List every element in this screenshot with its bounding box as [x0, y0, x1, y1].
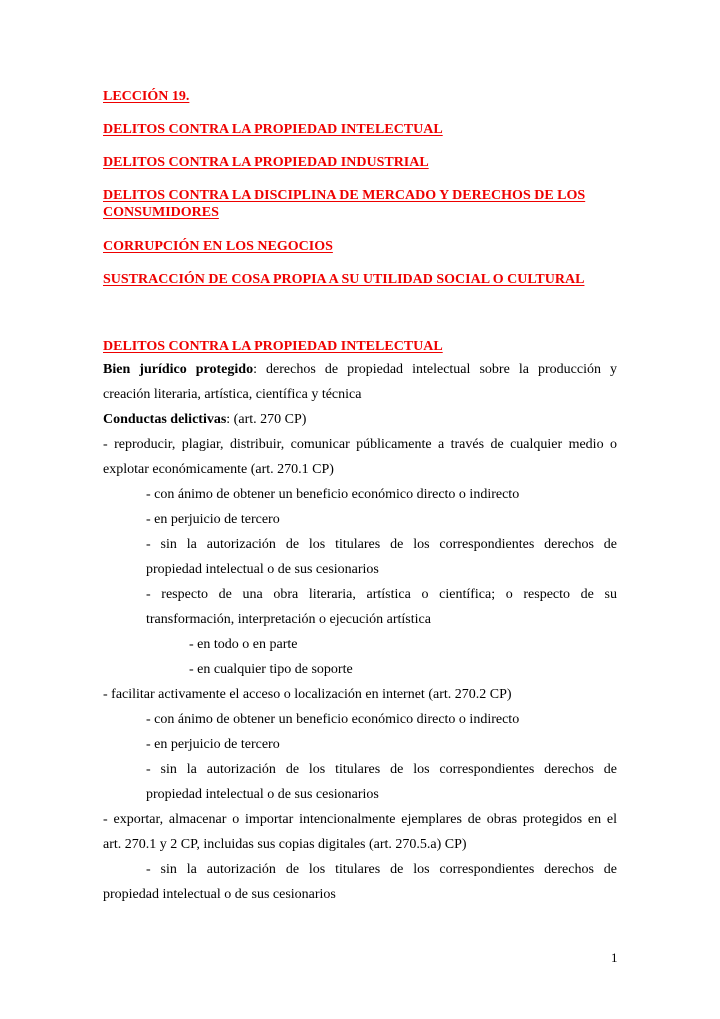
list-item: - en perjuicio de tercero: [146, 512, 280, 527]
conductas-line: [103, 411, 306, 429]
heading-propiedad-industrial: DELITOS CONTRA LA PROPIEDAD INDUSTRIAL: [103, 155, 429, 170]
bien-juridico-text: : derechos de propiedad intelectual sobre la producción y: [253, 362, 618, 377]
conductas-label: Conductas delictivas: [103, 412, 227, 427]
heading-propiedad-intelectual: DELITOS CONTRA LA PROPIEDAD INTELECTUAL: [103, 122, 443, 137]
heading-corrupcion: CORRUPCIÓN EN LOS NEGOCIOS: [103, 239, 333, 254]
list-item: - exportar, almacenar o importar intencionalmente ejemplares de obras protegidos en el: [103, 812, 617, 827]
list-item: transformación, interpretación o ejecución artística: [146, 612, 431, 627]
page-number: 1: [611, 950, 618, 965]
list-item: - en perjuicio de tercero: [146, 737, 280, 752]
list-item: explotar económicamente (art. 270.1 CP): [103, 462, 334, 477]
list-item: - respecto de una obra literaria, artística o científica; o respecto de su: [146, 587, 617, 602]
heading-disciplina-mercado: DELITOS CONTRA LA DISCIPLINA DE MERCADO Y DERECHOS DE LOS CONSUMIDORES: [103, 188, 586, 220]
section-heading: DELITOS CONTRA LA PROPIEDAD INTELECTUAL: [103, 339, 443, 354]
conductas-text: : (art. 270 CP): [226, 412, 307, 427]
bien-juridico-line: [103, 361, 617, 379]
list-item: - facilitar activamente el acceso o localización en internet (art. 270.2 CP): [103, 687, 512, 702]
list-item: - sin la autorización de los titulares de los correspondientes derechos de: [146, 862, 617, 877]
list-item: propiedad intelectual o de sus cesionarios: [103, 887, 336, 902]
list-item: - en todo o en parte: [189, 637, 298, 652]
list-item: - con ánimo de obtener un beneficio económico directo o indirecto: [146, 712, 520, 727]
bien-juridico-line-2: creación literaria, artística, científica y técnica: [103, 387, 362, 402]
list-item: - sin la autorización de los titulares de los correspondientes derechos de: [146, 762, 617, 777]
heading-sustraccion: SUSTRACCIÓN DE COSA PROPIA A SU UTILIDAD SOCIAL O CULTURAL: [103, 272, 585, 287]
lesson-title: LECCIÓN 19.: [103, 89, 190, 104]
list-item: propiedad intelectual o de sus cesionarios: [146, 562, 379, 577]
list-item: - sin la autorización de los titulares de los correspondientes derechos de: [146, 537, 617, 552]
list-item: propiedad intelectual o de sus cesionarios: [146, 787, 379, 802]
bien-juridico-label: Bien jurídico protegido: [103, 362, 254, 377]
list-item: - reproducir, plagiar, distribuir, comunicar públicamente a través de cualquier medio o: [103, 437, 617, 452]
list-item: art. 270.1 y 2 CP, incluidas sus copias digitales (art. 270.5.a) CP): [103, 837, 467, 852]
list-item: - en cualquier tipo de soporte: [189, 662, 353, 677]
list-item: - con ánimo de obtener un beneficio económico directo o indirecto: [146, 487, 520, 502]
